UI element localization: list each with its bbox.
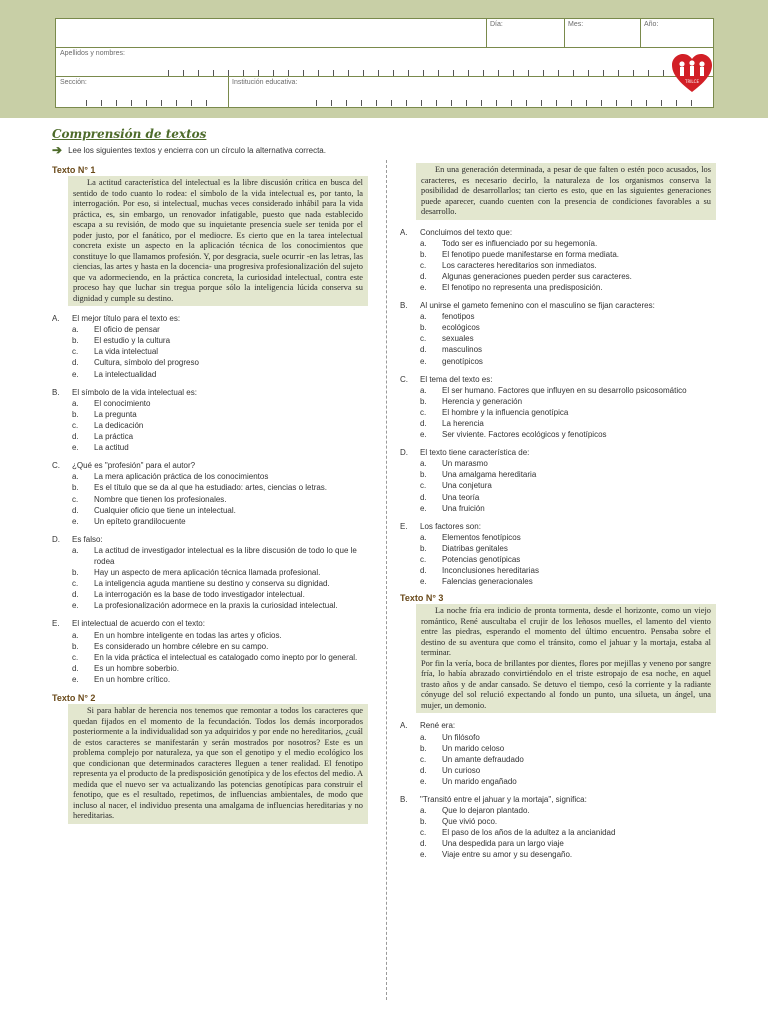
answer-option[interactable]: [400, 576, 716, 587]
option-letter: e.: [72, 443, 79, 453]
option-letter: e.: [420, 503, 427, 513]
option-text: El paso de los años de la adultez a la ancianidad: [442, 828, 616, 838]
option-text: Diatribas genitales: [442, 543, 508, 553]
option-letter: a.: [420, 732, 427, 742]
question: [52, 313, 368, 380]
logo-icon: [670, 52, 714, 96]
option-letter: a.: [420, 459, 427, 469]
option-letter: e.: [72, 516, 79, 526]
option-text: masculinos: [442, 345, 483, 355]
option-text: Una conjetura: [442, 481, 492, 491]
answer-option[interactable]: [400, 827, 716, 838]
question: [52, 387, 368, 454]
answer-option[interactable]: [400, 396, 716, 407]
option-letter: b.: [420, 396, 427, 406]
option-text: Inconclusiones hereditarias: [442, 566, 539, 576]
answer-option[interactable]: [52, 516, 368, 527]
answer-option[interactable]: [52, 505, 368, 516]
option-letter: e.: [420, 850, 427, 860]
answer-option[interactable]: [52, 324, 368, 335]
option-letter: b.: [420, 817, 427, 827]
answer-option[interactable]: [52, 652, 368, 663]
question-text: El mejor título para el texto es:: [72, 314, 181, 324]
section-ticks: [86, 100, 221, 106]
option-letter: d.: [72, 663, 79, 673]
question: [400, 521, 716, 588]
option-letter: a.: [72, 398, 79, 408]
answer-option[interactable]: [400, 565, 716, 576]
question-text: ¿Qué es "profesión" para el autor?: [72, 461, 196, 471]
answer-option[interactable]: [400, 249, 716, 260]
option-letter: e.: [420, 430, 427, 440]
institution-field[interactable]: Institución educativa:: [232, 79, 298, 86]
option-letter: d.: [420, 839, 427, 849]
name-field[interactable]: Apellidos y nombres:: [60, 50, 125, 57]
question-stem: [400, 227, 716, 238]
answer-option[interactable]: [52, 346, 368, 357]
option-text: Ser viviente. Factores ecológicos y fenotípicos: [442, 430, 607, 440]
option-letter: b.: [420, 323, 427, 333]
option-letter: c.: [420, 754, 427, 764]
question-stem: [400, 794, 716, 805]
option-letter: e.: [420, 356, 427, 366]
texto2-passage-cont: [416, 163, 716, 220]
answer-option[interactable]: [400, 765, 716, 776]
option-letter: e.: [72, 601, 79, 611]
option-text: La pregunta: [94, 409, 137, 419]
instruction: [52, 143, 326, 157]
question-group-3: [400, 720, 716, 860]
answer-option[interactable]: [400, 532, 716, 543]
answer-option[interactable]: [52, 471, 368, 482]
option-letter: b.: [420, 470, 427, 480]
option-text: En un hombre inteligente en todas las artes y oficios.: [94, 630, 282, 640]
answer-option[interactable]: [52, 442, 368, 453]
option-text: Los caracteres hereditarios son inmediatos.: [442, 260, 597, 270]
question-letter: B.: [400, 794, 408, 804]
question-text: El texto tiene característica de:: [420, 448, 530, 458]
answer-option[interactable]: [52, 482, 368, 493]
option-letter: d.: [420, 566, 427, 576]
answer-option[interactable]: [400, 418, 716, 429]
question-letter: D.: [52, 534, 60, 544]
answer-option[interactable]: [400, 271, 716, 282]
option-letter: a.: [420, 238, 427, 248]
option-letter: c.: [420, 334, 427, 344]
option-text: Falencias generacionales: [442, 577, 533, 587]
option-text: El fenotipo no representa una predisposición.: [442, 282, 603, 292]
question-stem: [400, 300, 716, 311]
answer-option[interactable]: [400, 469, 716, 480]
option-text: Elementos fenotípicos: [442, 532, 521, 542]
answer-option[interactable]: [52, 398, 368, 409]
option-letter: d.: [72, 358, 79, 368]
question-letter: C.: [52, 461, 60, 471]
question-group-2: [400, 227, 716, 588]
option-text: Potencias genotípicas: [442, 555, 521, 565]
question: [52, 460, 368, 527]
option-letter: c.: [72, 420, 79, 430]
option-letter: c.: [420, 260, 427, 270]
question-text: Los factores son:: [420, 521, 481, 531]
answer-option[interactable]: [52, 641, 368, 652]
option-text: El fenotipo puede manifestarse en forma mediata.: [442, 249, 619, 259]
option-letter: a.: [72, 325, 79, 335]
form-divider: [56, 47, 713, 48]
option-letter: a.: [72, 472, 79, 482]
question-stem: [400, 374, 716, 385]
question-letter: E.: [52, 619, 60, 629]
question: [52, 618, 368, 685]
answer-option[interactable]: [52, 545, 368, 567]
question-text: El intelectual de acuerdo con el texto:: [72, 619, 205, 629]
question-stem: [52, 534, 368, 545]
option-letter: e.: [420, 776, 427, 786]
option-text: La vida intelectual: [94, 347, 159, 357]
answer-option[interactable]: [400, 754, 716, 765]
answer-option[interactable]: [400, 743, 716, 754]
instruction-text: Lee los siguientes textos y encierra con un círculo la alternativa correcta.: [68, 145, 326, 155]
answer-option[interactable]: [52, 335, 368, 346]
question: [400, 227, 716, 294]
answer-option[interactable]: [400, 732, 716, 743]
answer-option[interactable]: [400, 480, 716, 491]
option-text: Una despedida para un largo viaje: [442, 839, 564, 849]
option-letter: e.: [72, 674, 79, 684]
texto3-passage: [416, 604, 716, 713]
right-column: [400, 163, 716, 861]
option-letter: a.: [72, 630, 79, 640]
answer-option[interactable]: [52, 369, 368, 380]
option-text: El estudio y la cultura: [94, 336, 171, 346]
question-group-1: [52, 313, 368, 685]
answer-option[interactable]: [400, 344, 716, 355]
option-text: La actitud de investigador intelectual es la libre discusión de todo lo que le rodea: [94, 545, 357, 566]
option-text: Todo ser es influenciado por su hegemonía.: [442, 238, 598, 248]
question: [400, 300, 716, 367]
question-stem: [52, 460, 368, 471]
option-letter: a.: [72, 545, 79, 555]
answer-option[interactable]: [400, 776, 716, 787]
month-field[interactable]: Mes:: [568, 21, 584, 28]
option-text: La intelectualidad: [94, 369, 157, 379]
column-divider: [386, 160, 388, 1000]
option-letter: a.: [420, 385, 427, 395]
option-text: Viaje entre su amor y su desengaño.: [442, 850, 573, 860]
texto2-body-cont: En una generación determinada, a pesar de que falten o estén poco acusados, los caracteres, es necesario decirlo, la naturaleza de los organismos conserva la posibilidad de desarrollarlos; tan cierto es esto, que en las siguientes generaciones puede aparecer, cuando cuenten con la presencia de condiciones favorables a su desarrollo.: [421, 165, 711, 216]
question-text: Al unirse el gameto femenino con el masculino se fijan caracteres:: [420, 301, 655, 311]
answer-option[interactable]: [52, 567, 368, 578]
option-letter: d.: [420, 345, 427, 355]
option-text: La actitud: [94, 443, 129, 453]
option-text: La dedicación: [94, 420, 144, 430]
answer-option[interactable]: [400, 838, 716, 849]
option-text: fenotipos: [442, 312, 475, 322]
option-letter: c.: [72, 347, 79, 357]
option-letter: d.: [420, 765, 427, 775]
option-letter: b.: [72, 336, 79, 346]
answer-option[interactable]: [400, 385, 716, 396]
name-ticks: [168, 70, 668, 76]
option-text: El ser humano. Factores que influyen en su desarrollo psicosomático: [442, 385, 687, 395]
option-letter: e.: [420, 577, 427, 587]
question-letter: B.: [400, 301, 408, 311]
question-stem: [400, 720, 716, 731]
option-letter: d.: [420, 271, 427, 281]
option-text: sexuales: [442, 334, 474, 344]
answer-option[interactable]: [52, 630, 368, 641]
answer-option[interactable]: [400, 282, 716, 293]
header-band: [0, 0, 768, 118]
left-column: [52, 165, 368, 824]
option-text: Una fruición: [442, 503, 485, 513]
question: [52, 534, 368, 612]
student-info-form: [55, 18, 714, 108]
answer-option[interactable]: [400, 543, 716, 554]
question-letter: D.: [400, 448, 408, 458]
option-letter: b.: [72, 568, 79, 578]
question-stem: [52, 313, 368, 324]
answer-option[interactable]: [400, 805, 716, 816]
question: [400, 374, 716, 441]
option-text: ecológicos: [442, 323, 480, 333]
answer-option[interactable]: [52, 578, 368, 589]
answer-option[interactable]: [400, 458, 716, 469]
question-letter: B.: [52, 387, 60, 397]
answer-option[interactable]: [400, 554, 716, 565]
option-text: Cualquier oficio que tiene un intelectual.: [94, 505, 236, 515]
question-stem: [52, 387, 368, 398]
option-letter: a.: [420, 312, 427, 322]
question-text: El símbolo de la vida intelectual es:: [72, 387, 197, 397]
option-text: Un amante defraudado: [442, 754, 524, 764]
option-letter: c.: [420, 828, 427, 838]
option-letter: d.: [72, 432, 79, 442]
answer-option[interactable]: [400, 322, 716, 333]
texto1-body: La actitud característica del intelectual es la libre discusión crítica en busca del sentido de todo cuanto lo rodea: el símbolo de la vida intelectual es, por tanto, la interrogación. Por eso, si intelectual, muchas veces considerado inhábil para la vida práctica, es, sin embargo, un renovador infatigable, puesto que nada establecido escapa a su revisión, de modo que su inquietante presencia suele ser tenida por el poder justo, por el fanático, por el mediocre. Es cierto que en la tarea intelectual concreta existe un aspecto en la aplicación técnica de los conocimientos que constituye lo que llamamos profesión. Y, por desgracia, suele ocurrir -en las letras, las ciencias, las artes y hasta en la docencia- una progresiva profesionalización del sujeto que va adormeciendo, en la práctica concreta, la curiosidad intelectual, contra este proceso hay que luchar sin tregua porque sólo la inteligencia lúcida conserva su dignidad y cumple su destino.: [73, 178, 363, 303]
texto2-passage: [68, 704, 368, 824]
answer-option[interactable]: [52, 431, 368, 442]
question: [400, 447, 716, 514]
answer-option[interactable]: [400, 816, 716, 827]
answer-option[interactable]: [52, 494, 368, 505]
option-letter: a.: [420, 532, 427, 542]
question-text: "Transitó entre el jahuar y la mortaja", significa:: [420, 794, 587, 804]
option-text: La práctica: [94, 432, 134, 442]
option-letter: b.: [420, 543, 427, 553]
option-text: Nombre que tienen los profesionales.: [94, 494, 227, 504]
option-text: Una amalgama hereditaria: [442, 470, 537, 480]
answer-option[interactable]: [52, 600, 368, 611]
answer-option[interactable]: [52, 420, 368, 431]
texto2-body: Si para hablar de herencia nos tenemos que remontar a todos los caracteres que quedan fijados en el momento de la fecundación. Todos los demás incorporados posteriormente a la individualidad son ya adquiridos y por ende no hereditarios, ¿cuál de estos caracteres se manifestarán y serán mostrados por nosotros? Este es un problema complejo por naturaleza, ya que son el genotipo y el medio ecológico los que condicionan que determinados caracteres lleguen a tener realidad. El fenotipo representa ya el producto de la predisposición genotípica y de los efectos del medio. A medida que el nuevo ser va actualizando las potencias genotípicas para construir el fenotipo, que es el resultado, repetimos, de influencias ambientales, de modo que incluso al nacer, el individuo presenta una amalgama de influencias hereditarias y no hereditarias.: [73, 706, 363, 821]
option-text: En un hombre crítico.: [94, 674, 171, 684]
option-text: La interrogación es la base de todo investigador intelectual.: [94, 590, 305, 600]
page-title: Comprensión de textos: [52, 127, 207, 141]
option-text: Un epíteto grandilocuente: [94, 516, 186, 526]
option-text: Hay un aspecto de mera aplicación técnica llamada profesional.: [94, 568, 321, 578]
option-letter: d.: [72, 590, 79, 600]
texto3-body-2: Por fin la vería, boca de brillantes por dientes, flores por mejillas y veneno por sangre fría, lo había abrazado convirtiéndolo en el triste estropajo de esa noche, en aquel trasto años y de andar cansado. Se detuvo el tiempo, cesó la corriente y la radiante cónyuge del sol relució expectando al fondo un punto, una silueta, un ángel, una mujer, un demonio.: [421, 658, 711, 710]
option-text: genotípicos: [442, 356, 483, 366]
option-letter: d.: [72, 505, 79, 515]
answer-option[interactable]: [52, 674, 368, 685]
option-text: Es considerado un hombre célebre en su campo.: [94, 641, 269, 651]
option-letter: c.: [72, 579, 79, 589]
answer-option[interactable]: [400, 503, 716, 514]
answer-option[interactable]: [52, 663, 368, 674]
option-text: La profesionalización adormece en la praxis la curiosidad intelectual.: [94, 601, 338, 611]
arrow-right-icon: ➔: [52, 143, 63, 157]
option-text: Que lo dejaron plantado.: [442, 806, 530, 816]
option-letter: c.: [420, 407, 427, 417]
option-text: La inteligencia aguda mantiene su destino y conserva su dignidad.: [94, 579, 330, 589]
year-field[interactable]: Año:: [644, 21, 659, 28]
option-letter: c.: [72, 494, 79, 504]
option-text: El hombre y la influencia genotípica: [442, 407, 569, 417]
form-divider: [56, 76, 713, 77]
option-letter: b.: [72, 483, 79, 493]
option-text: Un marasmo: [442, 459, 488, 469]
option-letter: c.: [420, 555, 427, 565]
option-text: La herencia: [442, 419, 484, 428]
texto1-heading: Texto N° 1: [52, 165, 96, 175]
option-letter: b.: [420, 249, 427, 259]
option-text: Un curioso: [442, 765, 481, 775]
option-text: El conocimiento: [94, 398, 151, 408]
question-text: Concluimos del texto que:: [420, 227, 513, 237]
question-letter: A.: [400, 227, 408, 237]
option-letter: e.: [72, 369, 79, 379]
question-stem: [400, 447, 716, 458]
question-letter: A.: [52, 314, 60, 324]
answer-option[interactable]: [400, 407, 716, 418]
option-text: En la vida práctica el intelectual es catalogado como inepto por lo general.: [94, 652, 358, 662]
option-text: Algunas generaciones pueden perder sus caracteres.: [442, 271, 632, 281]
option-text: Una teoría: [442, 492, 480, 502]
day-field[interactable]: Día:: [490, 21, 503, 28]
texto1-passage: [68, 176, 368, 306]
option-letter: d.: [420, 492, 427, 502]
answer-option[interactable]: [400, 429, 716, 440]
option-text: Un marido celoso: [442, 743, 505, 753]
option-letter: c.: [72, 652, 79, 662]
option-text: Es un hombre soberbio.: [94, 663, 179, 673]
question-letter: A.: [400, 721, 408, 731]
answer-option[interactable]: [400, 492, 716, 503]
option-letter: c.: [420, 481, 427, 491]
option-letter: a.: [420, 806, 427, 816]
option-text: El oficio de pensar: [94, 325, 160, 335]
question: [400, 794, 716, 861]
answer-option[interactable]: [400, 333, 716, 344]
question-text: René era:: [420, 721, 456, 731]
question-stem: [52, 618, 368, 629]
question-letter: C.: [400, 374, 408, 384]
answer-option[interactable]: [400, 356, 716, 367]
option-text: Un filósofo: [442, 732, 480, 742]
answer-option[interactable]: [400, 849, 716, 860]
option-text: Un marido engañado: [442, 776, 517, 786]
texto3-body-1: La noche fría era indicio de pronta tormenta, desde el horizonte, como un viejo romántico, René auscultaba el crujir de los leñosos muelles, el lamento del viento entre las piedras, esperando el momento del último encuentro. Pensaba sobre el destino de su aventura que como el tránsito, como el jahuar y la mortaja, estaba al terminar.: [421, 606, 711, 658]
option-letter: e.: [420, 282, 427, 292]
answer-option[interactable]: [400, 311, 716, 322]
texto3-heading: Texto N° 3: [400, 593, 444, 604]
answer-option[interactable]: [52, 589, 368, 600]
logo-label: TRILCE: [685, 79, 699, 84]
option-text: Herencia y generación: [442, 396, 523, 406]
institution-ticks: [316, 100, 706, 106]
option-letter: b.: [420, 743, 427, 753]
option-letter: b.: [72, 409, 79, 419]
question-text: Es falso:: [72, 534, 103, 544]
section-field[interactable]: Sección:: [60, 79, 87, 86]
texto2-heading: Texto N° 2: [52, 693, 96, 703]
option-letter: b.: [72, 641, 79, 651]
question-text: El tema del texto es:: [420, 374, 493, 384]
question-letter: E.: [400, 521, 408, 531]
answer-option[interactable]: [52, 357, 368, 368]
option-text: Cultura, símbolo del progreso: [94, 358, 199, 368]
option-text: La mera aplicación práctica de los conocimientos: [94, 472, 269, 482]
option-letter: d.: [420, 419, 427, 428]
question-stem: [400, 521, 716, 532]
question: [400, 720, 716, 787]
option-text: Es el título que se da al que ha estudiado: artes, ciencias o letras.: [94, 483, 328, 493]
answer-option[interactable]: [400, 260, 716, 271]
option-text: Que vivió poco.: [442, 817, 498, 827]
answer-option[interactable]: [400, 238, 716, 249]
answer-option[interactable]: [52, 409, 368, 420]
